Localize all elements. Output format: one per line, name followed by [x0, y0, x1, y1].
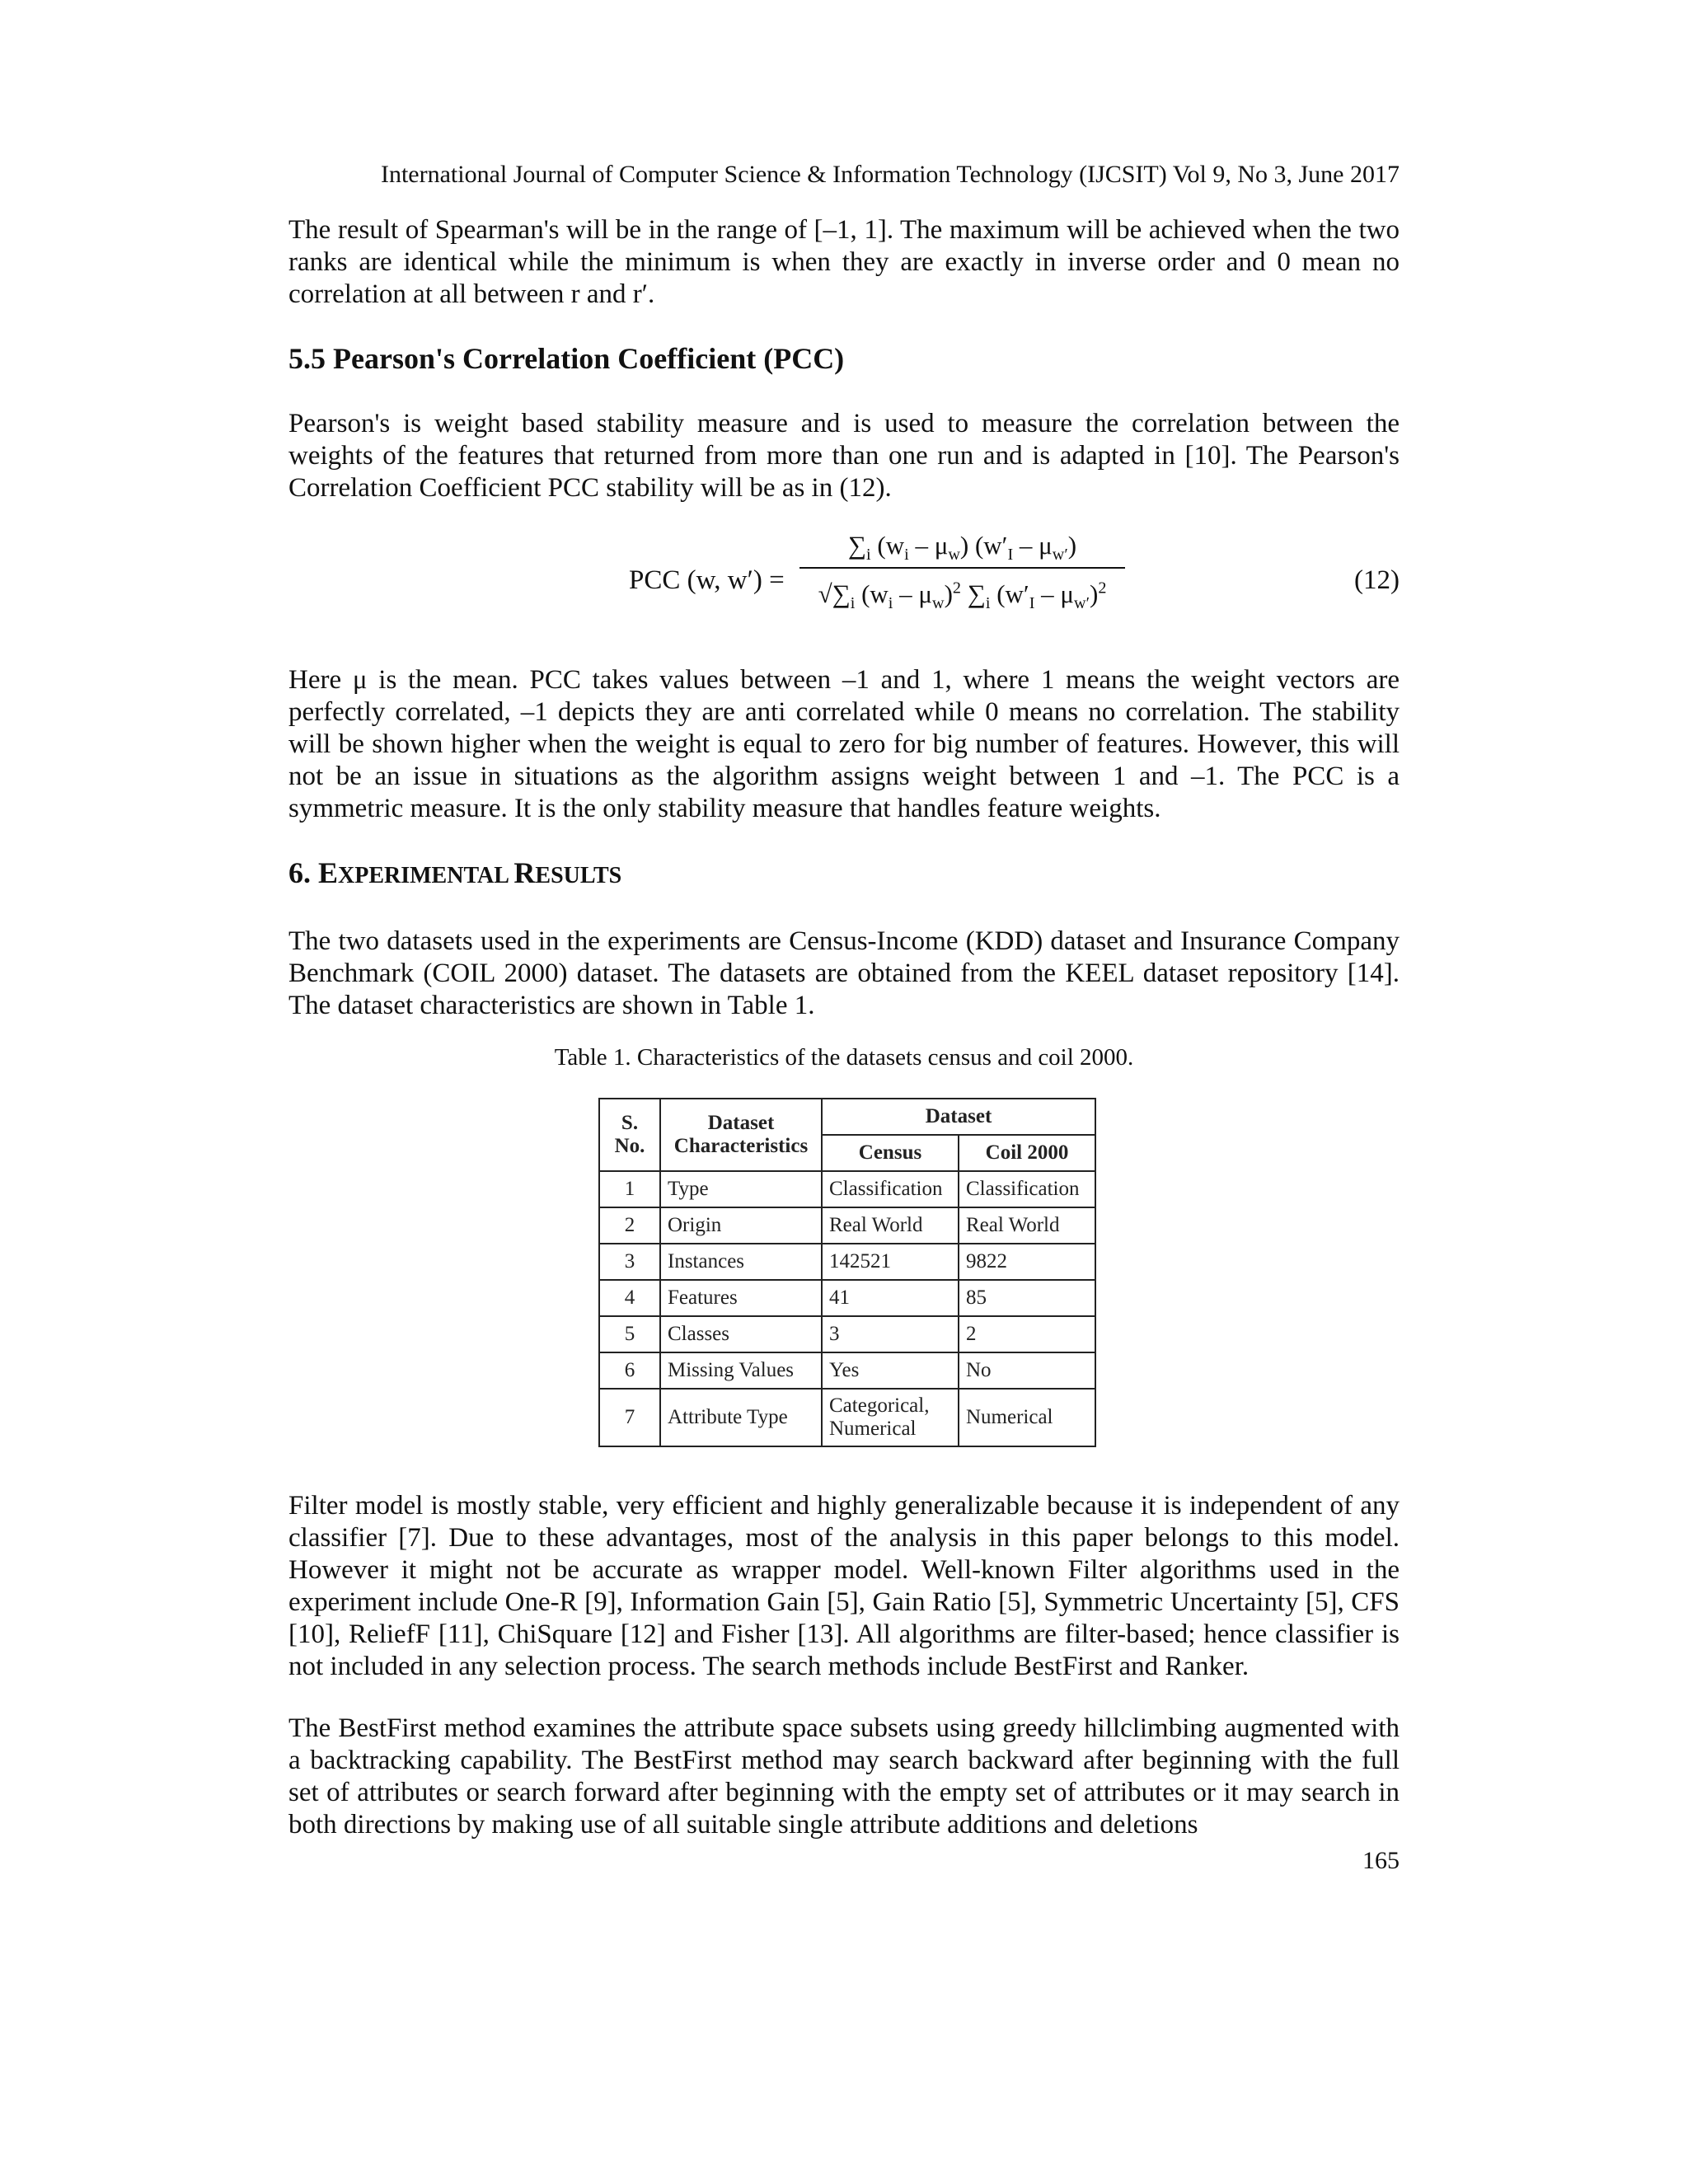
table-row: 6 Missing Values Yes No — [599, 1352, 1095, 1389]
header-characteristics: Dataset Characteristics — [660, 1099, 822, 1171]
equation-number: (12) — [1354, 565, 1400, 595]
equation-denominator: $√\sum_i$ $(w_i - \mu_w)^2$ $\sum_i$ $(w'_I - \mu_{w'})^2$ — [818, 579, 1107, 613]
table-row: 7 Attribute Type Categorical, Numerical Numerical — [599, 1389, 1095, 1446]
paragraph-pcc-intro: Pearson's is weight based stability measure and is used to measure the correlation between the weights of the features that returned from more than one run and is adapted in [10]. The Pearson's Correlation Coefficient PCC stability will be as in (12). — [288, 409, 1400, 503]
page-number: 165 — [1362, 1847, 1400, 1874]
table-row: 5 Classes 3 2 — [599, 1316, 1095, 1352]
header-sno: S. No. — [599, 1099, 660, 1171]
dataset-characteristics-table — [598, 1098, 1096, 1447]
paragraph-pcc-explain: Here μ is the mean. PCC takes values between –1 and 1, where 1 means the weight vectors are perfectly correlated, –1 depicts they are anti correlated while 0 means no correlation. The stability will be shown higher when the weight is equal to zero for big number of features. However, this will not be an issue in situations as the algorithm assigns weight between 1 and –1. The PCC is a symmetric measure. It is the only stability measure that handles feature weights. — [288, 665, 1400, 823]
table-row: 1 Type Classification Classification — [599, 1171, 1095, 1207]
equation-pcc — [288, 524, 1400, 648]
paragraph-filter-model: Filter model is mostly stable, very efficient and highly generalizable because it is independent of any classifier [7]. Due to these advantages, most of the analysis in this paper belongs to this model. However it might not be accurate as wrapper model. Well-known Filter algorithms used in the experiment include One-R [9], Information Gain [5], Gain Ratio [5], Symmetric Uncertainty [5], CFS [10], ReliefF [11], ChiSquare [12] and Fisher [13]. All algorithms are filter-based; hence classifier is not included in any selection process. The search methods include BestFirst and Ranker. — [288, 1491, 1400, 1681]
paper-page — [288, 158, 1400, 1877]
table-row: 3 Instances 142521 9822 — [599, 1244, 1095, 1280]
section-heading-experimental-results: 6. EXPERIMENTAL RESULTS — [288, 856, 622, 889]
header-dataset: Dataset — [822, 1099, 1095, 1135]
equation-fraction — [799, 524, 1125, 618]
table-row: 2 Origin Real World Real World — [599, 1207, 1095, 1244]
table-row: 4 Features 41 85 — [599, 1280, 1095, 1316]
header-coil: Coil 2000 — [959, 1135, 1095, 1171]
paragraph-spearman-range: The result of Spearman's will be in the range of [–1, 1]. The maximum will be achieved when the two ranks are identical while the minimum is when they are exactly in inverse order and 0 mean no correlation at all between r and r′. — [288, 215, 1400, 309]
paragraph-datasets-intro: The two datasets used in the experiments are Census-Income (KDD) dataset and Insurance Company Benchmark (COIL 2000) dataset. The datasets are obtained from the KEEL dataset repository [14]. The dataset characteristics are shown in Table 1. — [288, 926, 1400, 1020]
table-caption: Table 1. Characteristics of the datasets census and coil 2000. — [554, 1044, 1134, 1071]
section-heading-pcc: 5.5 Pearson's Correlation Coefficient (PCC) — [288, 342, 845, 375]
equation-lhs: PCC (w, w′) = — [629, 565, 785, 595]
equation-numerator: $\sum_i$ $(w_i - \mu_w)$ $(w'_I - \mu_{w'})$ — [847, 531, 1077, 565]
paragraph-bestfirst: The BestFirst method examines the attribute space subsets using greedy hillclimbing augmented with a backtracking capability. The BestFirst method may search backward after beginning with the full set of attributes or search forward after beginning with the empty set of attributes or it may search in both directions by making use of all suitable single attribute additions and deletions — [288, 1713, 1400, 1840]
header-census: Census — [822, 1135, 959, 1171]
running-header: International Journal of Computer Science & Information Technology (IJCSIT) Vol 9, No 3, June 2017 — [380, 161, 1400, 188]
